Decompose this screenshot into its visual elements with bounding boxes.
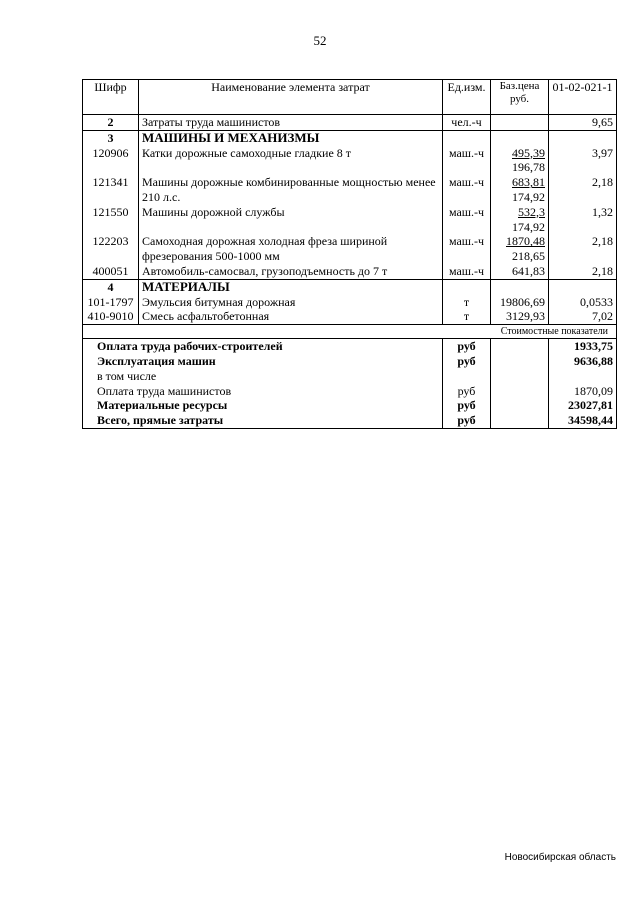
machine-price-operator: 174,92 [512,189,545,204]
machine-unit: маш.-ч [443,205,491,235]
material-norm: 7,02 [549,309,617,324]
header-unit: Ед.изм. [443,80,491,115]
labor-name: Затраты труда машинистов [139,115,443,131]
summary-total-label: Всего, прямые затраты [83,413,443,428]
machine-price-operator: 174,92 [512,219,545,234]
summary-workers-pay-unit: руб [443,339,491,354]
material-code: 101-1797 [83,295,139,310]
machine-price-total: 1870,48 [506,234,545,249]
machine-unit: маш.-ч [443,175,491,205]
section-machines-title: МАШИНЫ И МЕХАНИЗМЫ [139,130,443,145]
cost-table [82,79,617,429]
summary-operators-pay-value: 1870,09 [549,384,617,399]
summary-workers-pay-label: Оплата труда рабочих-строителей [83,339,443,354]
material-row [83,295,617,310]
material-row [83,309,617,324]
machine-unit: маш.-ч [443,146,491,176]
summary-operators-pay-unit: руб [443,384,491,399]
material-name: Эмульсия битумная дорожная [139,295,443,310]
section-materials-code: 4 [83,279,139,294]
header-price: Баз.цена руб. [491,80,549,115]
machine-norm: 2,18 [549,264,617,279]
header-code: Шифр [83,80,139,115]
summary-machines-value: 9636,88 [549,354,617,369]
section-machines-code: 3 [83,130,139,145]
summary-operators-pay-label: Оплата труда машинистов [83,384,443,399]
machine-code: 121341 [83,175,139,205]
machine-name: Катки дорожные самоходные гладкие 8 т [139,146,443,176]
machine-price-operator: 196,78 [512,160,545,175]
machine-code: 122203 [83,234,139,264]
summary-total-value: 34598,44 [549,413,617,428]
summary-row [83,339,617,354]
machine-price-total: 532,3 [518,204,545,219]
machine-row [83,175,617,205]
machine-norm: 3,97 [549,146,617,176]
machine-price [491,175,549,205]
machine-price-operator: 218,65 [512,249,545,264]
page-number: 52 [313,33,327,48]
machine-code: 121550 [83,205,139,235]
machine-code: 400051 [83,264,139,279]
footer-region: Новосибирская область [504,852,616,863]
machine-row [83,205,617,235]
machine-price [491,205,549,235]
machine-price [491,234,549,264]
header-name: Наименование элемента затрат [139,80,443,115]
material-unit: т [443,309,491,324]
machine-row [83,264,617,279]
material-norm: 0,0533 [549,295,617,310]
machine-norm: 2,18 [549,175,617,205]
machine-name: Самоходная дорожная холодная фреза шириной фрезерования 500-1000 мм [139,234,443,264]
summary-row [83,413,617,428]
machine-price: 641,83 [491,264,549,279]
machine-name: Машины дорожной службы [139,205,443,235]
machine-price [491,146,549,176]
machine-price-total: 683,81 [512,175,545,190]
labor-code: 2 [83,115,139,131]
header-norm: 01-02-021-1 [549,80,617,115]
summary-workers-pay-value: 1933,75 [549,339,617,354]
table-header-row [83,80,617,115]
section-materials-row [83,279,617,294]
material-name: Смесь асфальтобетонная [139,309,443,324]
machine-name: Машины дорожные комбинированные мощностью менее 210 л.с. [139,175,443,205]
machine-norm: 1,32 [549,205,617,235]
machine-row [83,146,617,176]
summary-total-unit: руб [443,413,491,428]
summary-machines-unit: руб [443,354,491,369]
summary-row [83,398,617,413]
summary-row [83,354,617,369]
material-unit: т [443,295,491,310]
machine-price-total: 495,39 [512,145,545,160]
material-price: 3129,93 [491,309,549,324]
section-machines-row [83,130,617,145]
material-code: 410-9010 [83,309,139,324]
machine-code: 120906 [83,146,139,176]
summary-including-label: в том числе [83,369,443,384]
summary-row [83,369,617,384]
material-price: 19806,69 [491,295,549,310]
labor-unit: чел.-ч [443,115,491,131]
machine-unit: маш.-ч [443,234,491,264]
summary-row [83,384,617,399]
machine-unit: маш.-ч [443,264,491,279]
summary-materials-value: 23027,81 [549,398,617,413]
labor-row [83,115,617,131]
cost-indicators-label: Стоимостные показатели [83,325,617,339]
cost-indicators-row [83,325,617,339]
labor-norm: 9,65 [549,115,617,131]
summary-materials-unit: руб [443,398,491,413]
section-materials-title: МАТЕРИАЛЫ [139,279,443,294]
machine-norm: 2,18 [549,234,617,264]
machine-row [83,234,617,264]
summary-machines-label: Эксплуатация машин [83,354,443,369]
summary-materials-label: Материальные ресурсы [83,398,443,413]
machine-name: Автомобиль-самосвал, грузоподъемность до 7 т [139,264,443,279]
